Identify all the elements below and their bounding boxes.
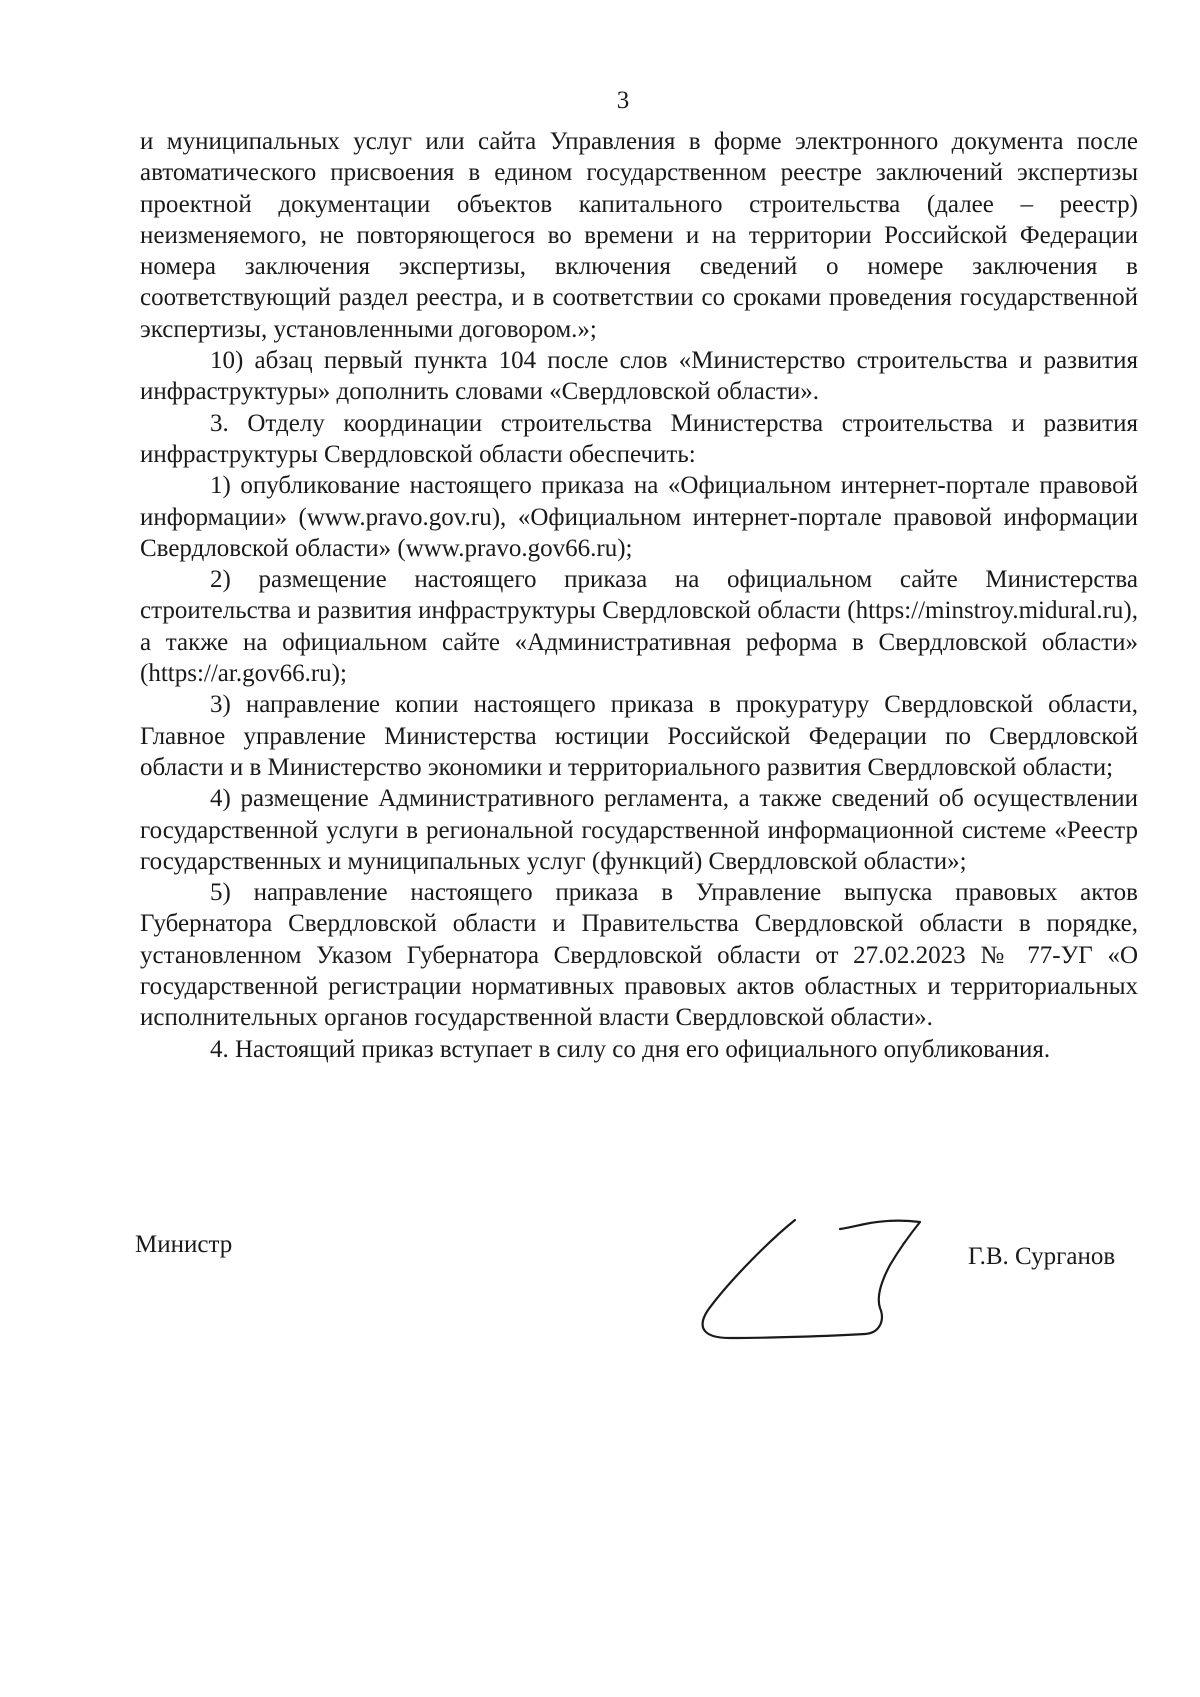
signatory-name: Г.В. Сурганов xyxy=(968,1243,1116,1270)
paragraph-section-3: 3. Отделу координации строительства Министерства строительства и развития инфраструктуры Свердловской области обеспечить: xyxy=(140,409,1138,468)
paragraph-item-10: 10) абзац первый пункта 104 после слов «Министерство строительства и развития инфраструктуры» дополнить словами «Свердловской области». xyxy=(140,347,1138,406)
signatory-title: Министр xyxy=(135,1231,233,1258)
handwritten-signature xyxy=(690,1210,950,1350)
paragraph-subitem-5: 5) направление настоящего приказа в Управление выпуска правовых актов Губернатора Свердловской области и Правительства Свердловской области в порядке, установленном Указом Губернатора Свердловской области от 27.02.2023 № 77-УГ «О государственной регистрации нормативных правовых актов областных и территориальных исполнительных органов государственной власти Свердловской области». xyxy=(140,879,1138,1032)
signature-block xyxy=(0,1230,1200,1430)
paragraph-subitem-2: 2) размещение настоящего приказа на официальном сайте Министерства строительства и развития инфраструктуры Свердловской области (https://minstroy.midural.ru), а также на официальном сайте «Административная реформа в Свердловской области» (https://ar.gov66.ru); xyxy=(140,566,1138,688)
paragraph-subitem-1: 1) опубликование настоящего приказа на «Официальном интернет-портале правовой информации» (www.pravo.gov.ru), «Официальном интернет-портале правовой информации Свердловской области» (www.pravo.gov66.ru); xyxy=(140,472,1138,562)
page-number: 3 xyxy=(616,87,630,114)
paragraph-continuation: и муниципальных услуг или сайта Управления в форме электронного документа после автоматического присвоения в едином государственном реестре заключений экспертизы проектной документации объектов капитального строительства (далее – реестр) неизменяемого, не повторяющегося во времени и на территории Российской Федерации номера заключения экспертизы, включения сведений о номере заключения в соответствующий раздел реестра, и в соответствии со сроками проведения государственной экспертизы, установленными договором.»; xyxy=(140,128,1138,343)
paragraph-section-4: 4. Настоящий приказ вступает в силу со дня его официального опубликования. xyxy=(210,1035,1051,1063)
document-body xyxy=(140,126,1138,1065)
paragraph-subitem-4: 4) размещение Административного регламента, а также сведений об осуществлении государственной услуги в региональной государственной информационной системе «Реестр государственных и муниципальных услуг (функций) Свердловской области»; xyxy=(140,785,1138,875)
paragraph-subitem-3: 3) направление копии настоящего приказа в прокуратуру Свердловской области, Главное управление Министерства юстиции Российской Федерации по Свердловской области и в Министерство экономики и территориального развития Свердловской области; xyxy=(140,691,1138,781)
